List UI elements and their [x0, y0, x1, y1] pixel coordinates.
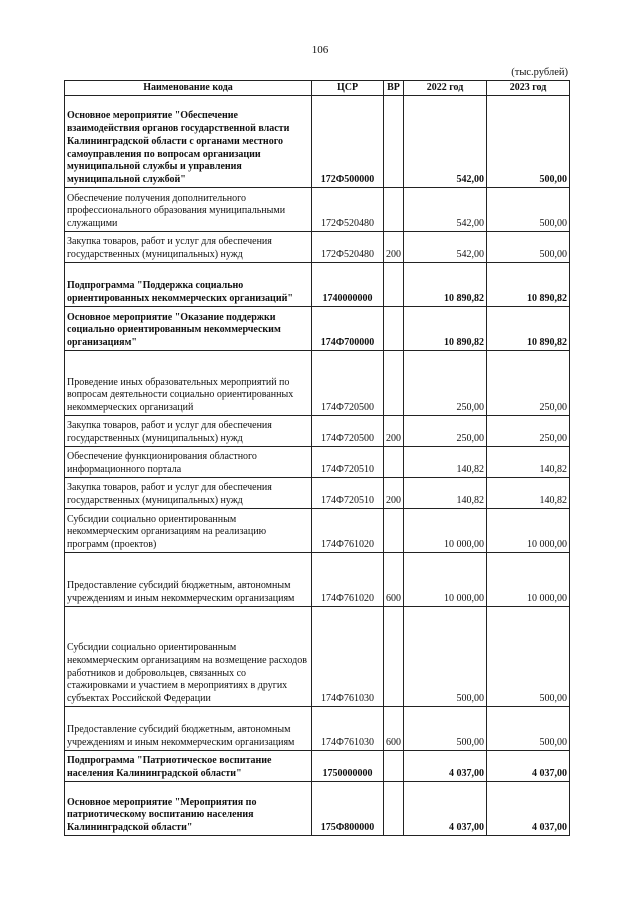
row-vr	[384, 509, 404, 553]
row-name: Основное мероприятие "Оказание поддержки социально ориентированным некоммерческим организациям"	[65, 307, 312, 351]
unit-label: (тыс.рублей)	[511, 67, 568, 78]
table-body	[65, 96, 570, 836]
table-row	[65, 96, 570, 188]
row-vr	[384, 447, 404, 478]
row-2022: 140,82	[404, 447, 487, 478]
row-name: Обеспечение получения дополнительного профессионального образования муниципальными служащими	[65, 188, 312, 232]
header-csr: ЦСР	[312, 81, 384, 96]
row-name: Предоставление субсидий бюджетным, автономным учреждениям и иным некоммерческим организациям	[65, 707, 312, 751]
row-name: Закупка товаров, работ и услуг для обеспечения государственных (муниципальных) нужд	[65, 232, 312, 263]
header-2022: 2022 год	[404, 81, 487, 96]
row-vr: 200	[384, 232, 404, 263]
budget-table	[64, 80, 570, 836]
table-row	[65, 782, 570, 836]
row-vr	[384, 307, 404, 351]
row-2023: 140,82	[487, 478, 570, 509]
row-2023: 140,82	[487, 447, 570, 478]
row-csr: 174Ф720510	[312, 447, 384, 478]
row-name: Подпрограмма "Патриотическое воспитание населения Калининградской области"	[65, 751, 312, 782]
row-csr: 174Ф720500	[312, 416, 384, 447]
row-2023: 500,00	[487, 707, 570, 751]
row-name: Предоставление субсидий бюджетным, автономным учреждениям и иным некоммерческим организациям	[65, 553, 312, 607]
row-name: Подпрограмма "Поддержка социально ориентированных некоммерческих организаций"	[65, 263, 312, 307]
row-2023: 10 890,82	[487, 307, 570, 351]
table-row	[65, 707, 570, 751]
row-name: Субсидии социально ориентированным некоммерческим организациям на реализацию программ (проектов)	[65, 509, 312, 553]
row-2022: 140,82	[404, 478, 487, 509]
row-2023: 4 037,00	[487, 782, 570, 836]
table-row	[65, 553, 570, 607]
row-csr: 174Ф720510	[312, 478, 384, 509]
row-2023: 10 000,00	[487, 553, 570, 607]
table-row	[65, 351, 570, 416]
table-row	[65, 263, 570, 307]
row-vr	[384, 351, 404, 416]
table-row	[65, 607, 570, 707]
row-csr: 174Ф720500	[312, 351, 384, 416]
row-csr: 1750000000	[312, 751, 384, 782]
row-csr: 1740000000	[312, 263, 384, 307]
row-2022: 10 000,00	[404, 509, 487, 553]
row-2022: 250,00	[404, 351, 487, 416]
row-name: Основное мероприятие "Обеспечение взаимодействия органов государственной власти Калининградской области с органами местного самоуправления по вопросам организации муниципальной службы и управления муниципальной службой"	[65, 96, 312, 188]
header-name: Наименование кода	[65, 81, 312, 96]
row-2022: 10 000,00	[404, 553, 487, 607]
page-number: 106	[311, 44, 329, 56]
row-2023: 250,00	[487, 416, 570, 447]
table-header-row	[65, 81, 570, 96]
row-2022: 542,00	[404, 188, 487, 232]
row-name: Закупка товаров, работ и услуг для обеспечения государственных (муниципальных) нужд	[65, 478, 312, 509]
row-2023: 500,00	[487, 188, 570, 232]
row-csr: 172Ф500000	[312, 96, 384, 188]
row-csr: 174Ф761030	[312, 707, 384, 751]
row-2022: 10 890,82	[404, 263, 487, 307]
row-csr: 175Ф800000	[312, 782, 384, 836]
row-2023: 10 890,82	[487, 263, 570, 307]
row-vr	[384, 96, 404, 188]
row-name: Основное мероприятие "Мероприятия по патриотическому воспитанию населения Калининградской области"	[65, 782, 312, 836]
table-row	[65, 478, 570, 509]
row-name: Проведение иных образовательных мероприятий по вопросам деятельности социально ориентированных некоммерческих организаций	[65, 351, 312, 416]
row-2022: 542,00	[404, 232, 487, 263]
row-vr: 600	[384, 707, 404, 751]
row-2023: 500,00	[487, 96, 570, 188]
row-csr: 174Ф761020	[312, 509, 384, 553]
table-row	[65, 751, 570, 782]
row-2022: 542,00	[404, 96, 487, 188]
row-2023: 500,00	[487, 607, 570, 707]
row-2023: 250,00	[487, 351, 570, 416]
row-name: Субсидии социально ориентированным некоммерческим организациям на возмещение расходов работников и добровольцев, связанных со стажировками и участием в мероприятиях в других субъектах Российской Федерации	[65, 607, 312, 707]
header-2023: 2023 год	[487, 81, 570, 96]
row-vr: 200	[384, 416, 404, 447]
table-row	[65, 232, 570, 263]
table-row	[65, 416, 570, 447]
row-name: Обеспечение функционирования областного информационного портала	[65, 447, 312, 478]
row-csr: 174Ф700000	[312, 307, 384, 351]
table-row	[65, 307, 570, 351]
row-2023: 500,00	[487, 232, 570, 263]
row-2022: 250,00	[404, 416, 487, 447]
table-row	[65, 188, 570, 232]
row-vr	[384, 188, 404, 232]
row-2022: 4 037,00	[404, 751, 487, 782]
row-vr	[384, 607, 404, 707]
row-vr: 600	[384, 553, 404, 607]
row-2022: 10 890,82	[404, 307, 487, 351]
row-vr	[384, 751, 404, 782]
row-csr: 172Ф520480	[312, 188, 384, 232]
row-2022: 4 037,00	[404, 782, 487, 836]
row-name: Закупка товаров, работ и услуг для обеспечения государственных (муниципальных) нужд	[65, 416, 312, 447]
row-vr	[384, 263, 404, 307]
row-csr: 174Ф761030	[312, 607, 384, 707]
row-csr: 172Ф520480	[312, 232, 384, 263]
row-2022: 500,00	[404, 607, 487, 707]
row-2022: 500,00	[404, 707, 487, 751]
row-2023: 4 037,00	[487, 751, 570, 782]
row-vr	[384, 782, 404, 836]
header-vr: ВР	[384, 81, 404, 96]
table-row	[65, 509, 570, 553]
row-csr: 174Ф761020	[312, 553, 384, 607]
row-2023: 10 000,00	[487, 509, 570, 553]
table-row	[65, 447, 570, 478]
row-vr: 200	[384, 478, 404, 509]
